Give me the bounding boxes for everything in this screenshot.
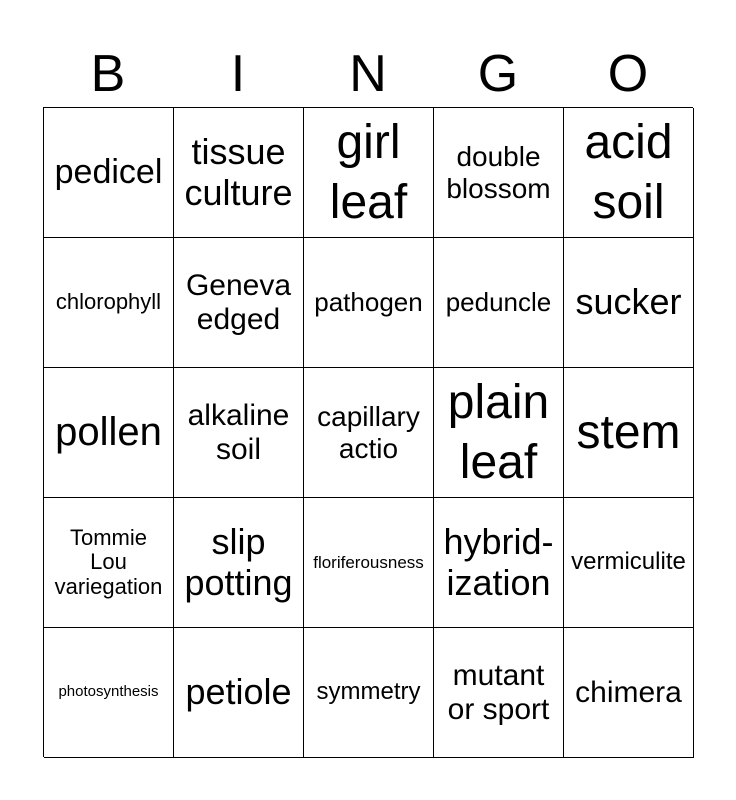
header-letter-n: N bbox=[349, 45, 387, 103]
header-letter-i: I bbox=[230, 45, 246, 103]
bingo-cell[interactable] bbox=[434, 628, 564, 758]
cell-text: floriferousness bbox=[313, 552, 424, 572]
bingo-cell[interactable] bbox=[304, 498, 434, 628]
bingo-cell[interactable] bbox=[564, 628, 694, 758]
cell-text: petiole bbox=[185, 671, 292, 713]
cell-text: hybrid- ization bbox=[443, 521, 554, 603]
cell-text: plain leaf bbox=[447, 375, 550, 489]
cell-text: photosynthesis bbox=[58, 683, 159, 701]
cell-text: chlorophyll bbox=[55, 289, 162, 315]
bingo-cell[interactable] bbox=[434, 498, 564, 628]
bingo-cell[interactable] bbox=[564, 108, 694, 238]
bingo-cell[interactable] bbox=[174, 628, 304, 758]
bingo-cell[interactable] bbox=[304, 238, 434, 368]
bingo-cell[interactable] bbox=[304, 628, 434, 758]
bingo-cell[interactable] bbox=[304, 108, 434, 238]
bingo-cell[interactable] bbox=[434, 368, 564, 498]
bingo-cell[interactable] bbox=[44, 628, 174, 758]
bingo-cell[interactable] bbox=[44, 238, 174, 368]
cell-text: stem bbox=[576, 405, 681, 459]
bingo-cell[interactable] bbox=[564, 498, 694, 628]
cell-text: acid soil bbox=[584, 115, 673, 229]
cell-text: symmetry bbox=[316, 678, 421, 706]
cell-text: slip potting bbox=[184, 521, 293, 603]
header-letter-g: G bbox=[477, 45, 519, 103]
bingo-cell[interactable] bbox=[44, 498, 174, 628]
cell-text: Geneva edged bbox=[185, 268, 292, 336]
cell-text: sucker bbox=[575, 281, 682, 323]
cell-text: tissue culture bbox=[184, 131, 293, 213]
cell-text: Tommie Lou variegation bbox=[54, 524, 163, 599]
cell-text: chimera bbox=[575, 675, 682, 709]
bingo-cell[interactable] bbox=[304, 368, 434, 498]
cell-text: pathogen bbox=[314, 286, 423, 317]
bingo-header bbox=[43, 42, 693, 106]
bingo-cell[interactable] bbox=[564, 368, 694, 498]
bingo-cell[interactable] bbox=[174, 238, 304, 368]
bingo-cell[interactable] bbox=[434, 238, 564, 368]
bingo-cell[interactable] bbox=[174, 108, 304, 238]
cell-text: double blossom bbox=[446, 141, 551, 204]
bingo-cell[interactable] bbox=[174, 498, 304, 628]
cell-text: vermiculite bbox=[571, 548, 686, 576]
header-letter-b: B bbox=[90, 45, 126, 103]
header-letter-o: O bbox=[607, 45, 649, 103]
cell-text: peduncle bbox=[445, 286, 552, 317]
cell-text: capillary actio bbox=[317, 401, 420, 464]
bingo-cell[interactable] bbox=[564, 238, 694, 368]
cell-text: mutant or sport bbox=[447, 658, 550, 726]
bingo-cell[interactable] bbox=[174, 368, 304, 498]
bingo-cell[interactable] bbox=[434, 108, 564, 238]
bingo-cell[interactable] bbox=[44, 368, 174, 498]
bingo-cell[interactable] bbox=[44, 108, 174, 238]
cell-text: pedicel bbox=[54, 153, 163, 192]
cell-text: pollen bbox=[55, 410, 162, 455]
bingo-board bbox=[43, 107, 693, 757]
cell-text: girl leaf bbox=[329, 115, 408, 229]
cell-text: alkaline soil bbox=[187, 398, 290, 466]
